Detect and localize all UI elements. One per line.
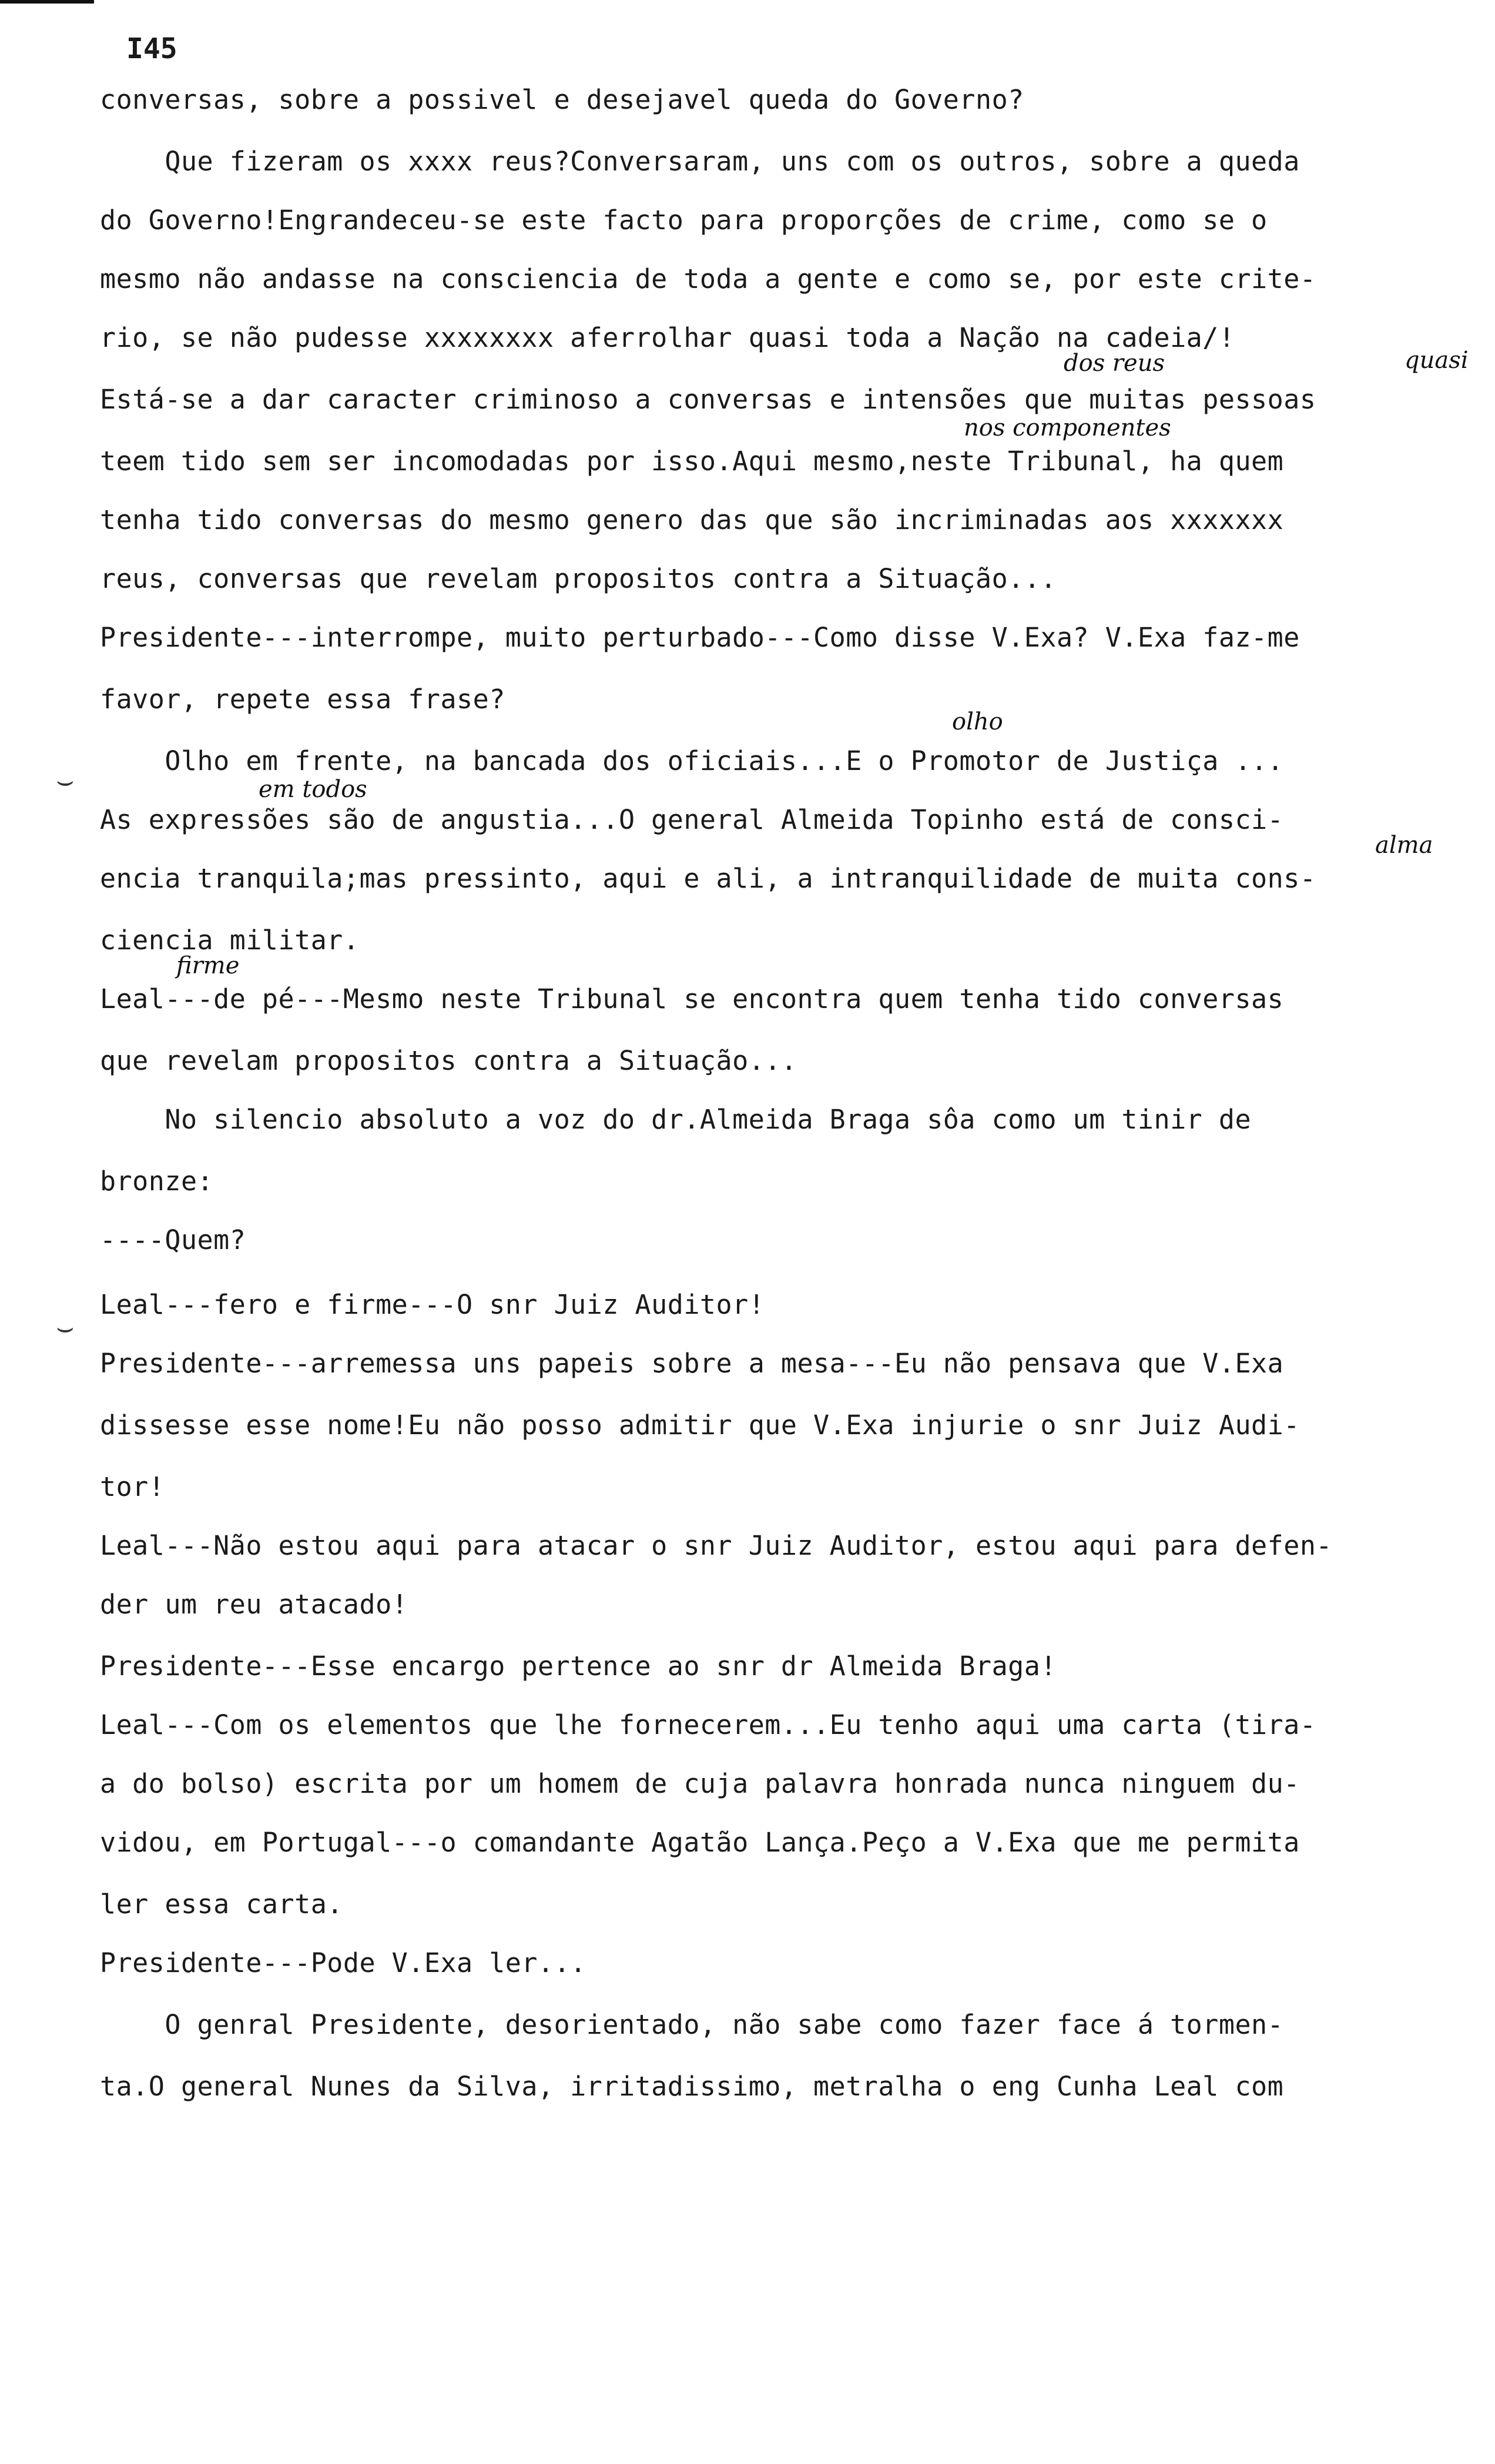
text-line: Leal---de pé---Mesmo neste Tribunal se encontra quem tenha tido conversas: [100, 983, 1284, 1015]
text-line: vidou, em Portugal---o comandante Agatão Lança.Peço a V.Exa que me permita: [100, 1827, 1300, 1858]
text-line: favor, repete essa frase?: [100, 684, 505, 715]
handwritten-note: olho: [952, 708, 1003, 735]
text-line: reus, conversas que revelam propositos contra a Situação...: [100, 563, 1057, 594]
text-line: encia tranquila;mas pressinto, aqui e ali, a intranquilidade de muita cons-: [100, 863, 1316, 894]
handwritten-note: firme: [176, 952, 240, 979]
text-line: Que fizeram os xxxx reus?Conversaram, uns com os outros, sobre a queda: [100, 146, 1300, 177]
text-line: dissesse esse nome!Eu não posso admitir que V.Exa injurie o snr Juiz Audi-: [100, 1410, 1300, 1441]
text-line: ----Quem?: [100, 1224, 246, 1256]
text-line: Presidente---Esse encargo pertence ao snr dr Almeida Braga!: [100, 1651, 1057, 1682]
margin-mark: ⌣: [56, 1311, 75, 1344]
text-line: teem tido sem ser incomodadas por isso.Aqui mesmo,neste Tribunal, ha quem: [100, 446, 1284, 477]
handwritten-note: alma: [1375, 832, 1433, 859]
top-edge-rule: [0, 0, 94, 4]
text-line: tenha tido conversas do mesmo genero das que são incriminadas aos xxxxxxx: [100, 504, 1284, 535]
text-line: Presidente---Pode V.Exa ler...: [100, 1947, 586, 1978]
text-line: conversas, sobre a possivel e desejavel queda do Governo?: [100, 84, 1024, 115]
text-line: a do bolso) escrita por um homem de cuja palavra honrada nunca ninguem du-: [100, 1768, 1300, 1799]
handwritten-note: em todos: [259, 776, 367, 803]
text-line: ta.O general Nunes da Silva, irritadissimo, metralha o eng Cunha Leal com: [100, 2071, 1284, 2102]
margin-mark: ⌣: [56, 764, 75, 797]
text-line: tor!: [100, 1471, 165, 1502]
text-line: do Governo!Engrandeceu-se este facto para proporções de crime, como se o: [100, 205, 1268, 236]
text-line: Olho em frente, na bancada dos oficiais...E o Promotor de Justiça ...: [100, 745, 1284, 776]
text-line: que revelam propositos contra a Situação...: [100, 1045, 797, 1076]
text-line: Está-se a dar caracter criminoso a conversas e intensões que muitas pessoas: [100, 384, 1316, 415]
page-number: I45: [126, 32, 177, 65]
handwritten-note: dos reus: [1064, 350, 1165, 377]
text-line: Leal---Não estou aqui para atacar o snr Juiz Auditor, estou aqui para defen-: [100, 1530, 1333, 1561]
text-line: Leal---Com os elementos que lhe fornecerem...Eu tenho aqui uma carta (tira-: [100, 1709, 1316, 1740]
handwritten-note: nos componentes: [964, 414, 1171, 441]
text-line: der um reu atacado!: [100, 1589, 408, 1620]
text-line: Presidente---interrompe, muito perturbado---Como disse V.Exa? V.Exa faz-me: [100, 622, 1300, 653]
text-line: As expressões são de angustia...O general Almeida Topinho está de consci-: [100, 804, 1284, 835]
text-line: ciencia militar.: [100, 925, 360, 956]
text-line: Presidente---arremessa uns papeis sobre a mesa---Eu não pensava que V.Exa: [100, 1348, 1284, 1379]
text-line: ler essa carta.: [100, 1889, 343, 1920]
text-line: No silencio absoluto a voz do dr.Almeida Braga sôa como um tinir de: [100, 1104, 1252, 1135]
text-line: O genral Presidente, desorientado, não sabe como fazer face á tormen-: [100, 2009, 1284, 2040]
text-line: Leal---fero e firme---O snr Juiz Auditor!: [100, 1289, 765, 1320]
text-line: bronze:: [100, 1166, 214, 1197]
text-line: mesmo não andasse na consciencia de toda a gente e como se, por este crite-: [100, 263, 1316, 294]
handwritten-note: quasi: [1405, 347, 1469, 374]
text-line: rio, se não pudesse xxxxxxxx aferrolhar quasi toda a Nação na cadeia/!: [100, 322, 1235, 353]
